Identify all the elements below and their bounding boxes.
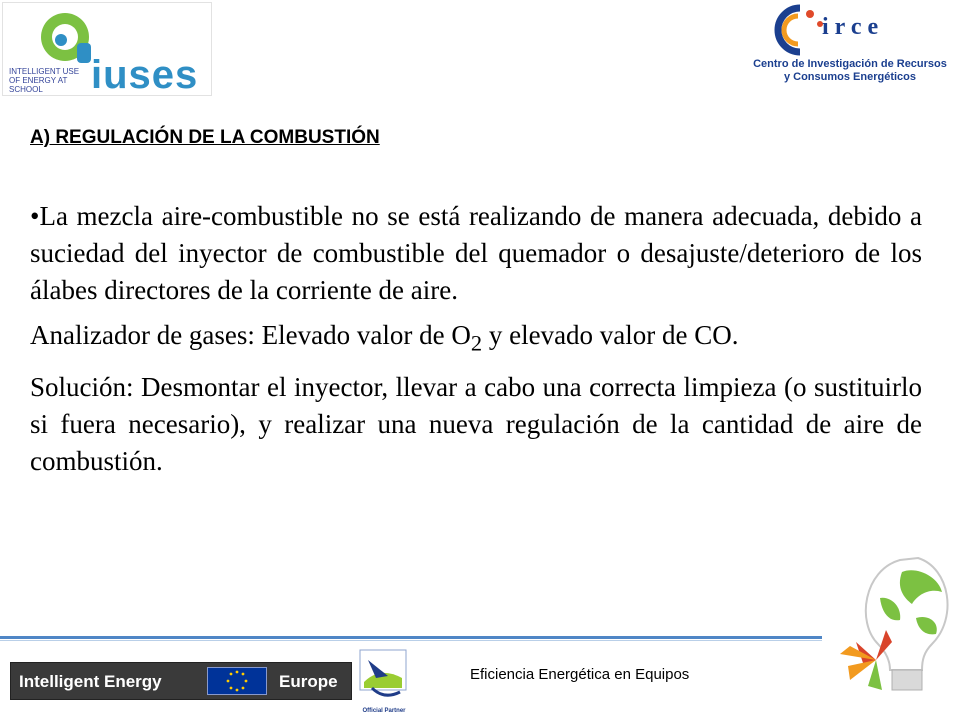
oxygen-subscript: 2 bbox=[470, 330, 483, 356]
circe-brand-text: irce bbox=[822, 14, 885, 40]
paragraph-solution: Solución: Desmontar el inyector, llevar a cabo una correcta limpieza (o sustituirlo si fuera necesario), y realizar una nueva regulación de la cantidad de aire de combustión. bbox=[30, 372, 922, 477]
official-partner-logo bbox=[358, 648, 410, 716]
circe-subtitle bbox=[750, 58, 950, 84]
circe-subtitle-line2: y Consumos Energéticos bbox=[783, 71, 917, 83]
iuses-brand-text: iuses bbox=[91, 53, 199, 97]
banner-left-text: Intelligent Energy bbox=[19, 672, 162, 691]
partner-emblem-icon bbox=[358, 648, 410, 706]
lightbulb-globe-icon bbox=[820, 548, 960, 720]
bullet-marker: • bbox=[30, 201, 40, 231]
intelligent-energy-europe-banner bbox=[10, 662, 352, 700]
analyzer-text-before: Analizador de gases: Elevado valor de O bbox=[30, 320, 471, 350]
paragraph-problem-text: La mezcla aire-combustible no se está realizando de manera adecuada, debido a suciedad del inyector de combustible del quemador o desajuste/deterioro de los álabes directores de la corriente de aire. bbox=[30, 201, 922, 305]
footer-divider bbox=[0, 636, 822, 639]
paragraph-analyzer bbox=[30, 317, 922, 361]
iuses-tagline: INTELLIGENT USE OF ENERGY AT SCHOOL bbox=[9, 67, 80, 94]
paragraph-problem bbox=[30, 198, 922, 309]
footer-caption: Eficiencia Energética en Equipos bbox=[470, 666, 690, 683]
eu-flag-icon bbox=[207, 667, 267, 695]
circe-logo bbox=[740, 2, 956, 98]
section-heading: A) REGULACIÓN DE LA COMBUSTIÓN bbox=[30, 127, 380, 148]
banner-right-text: Europe bbox=[279, 672, 338, 691]
partner-label: Official Partner bbox=[362, 708, 406, 714]
iuses-logo bbox=[2, 2, 212, 96]
slide-body bbox=[30, 198, 922, 480]
circe-subtitle-line1: Centro de Investigación de Recursos bbox=[753, 58, 947, 70]
analyzer-text-after: y elevado valor de CO. bbox=[482, 320, 739, 350]
